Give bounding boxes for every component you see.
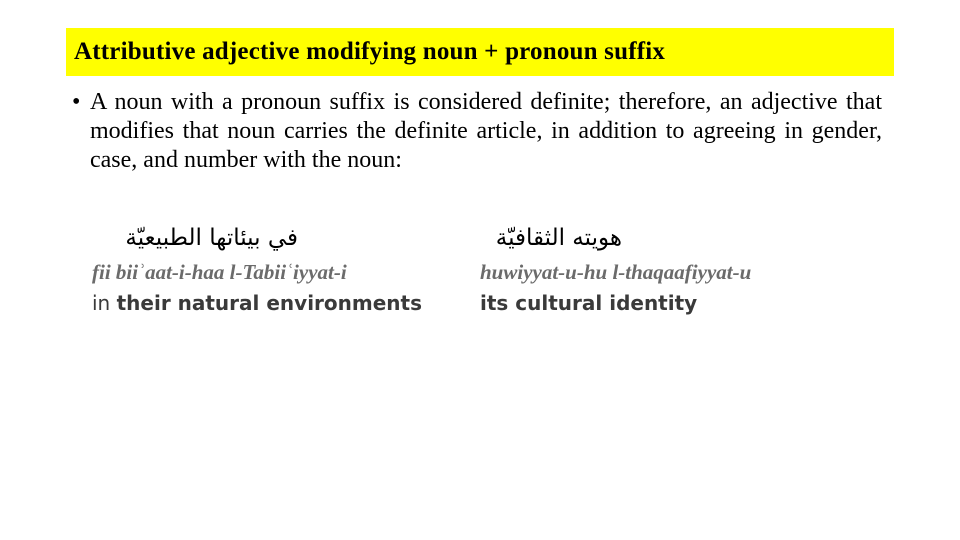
arabic-phrase: في بيئاتها الطبيعيّة <box>125 225 298 251</box>
bullet-text: A noun with a pronoun suffix is considered definite; therefore, an adjective that modifies that noun carries the definite article, in addition to agreeing in gender, case, and number with the noun: <box>90 89 882 173</box>
example-natural-environments <box>92 218 422 320</box>
transliteration: huwiyyat-u-hu l-thaqaafiyyat-u <box>480 260 752 284</box>
arabic-phrase: هويته الثقافيّة <box>495 225 622 251</box>
gloss-main: their natural environments <box>116 291 422 315</box>
english-gloss <box>92 286 422 320</box>
slide-title: Attributive adjective modifying noun + pronoun suffix <box>74 38 666 65</box>
gloss-lead: in <box>92 291 111 315</box>
example-cultural-identity <box>480 218 751 320</box>
title-banner <box>66 28 894 76</box>
bullet-paragraph <box>72 88 882 175</box>
transliteration: fii biiʾaat-i-haa l-Tabiiʿiyyat-i <box>92 260 347 284</box>
gloss-main: its cultural identity <box>480 291 698 315</box>
bullet-marker: • <box>72 89 81 115</box>
english-gloss <box>480 286 751 320</box>
